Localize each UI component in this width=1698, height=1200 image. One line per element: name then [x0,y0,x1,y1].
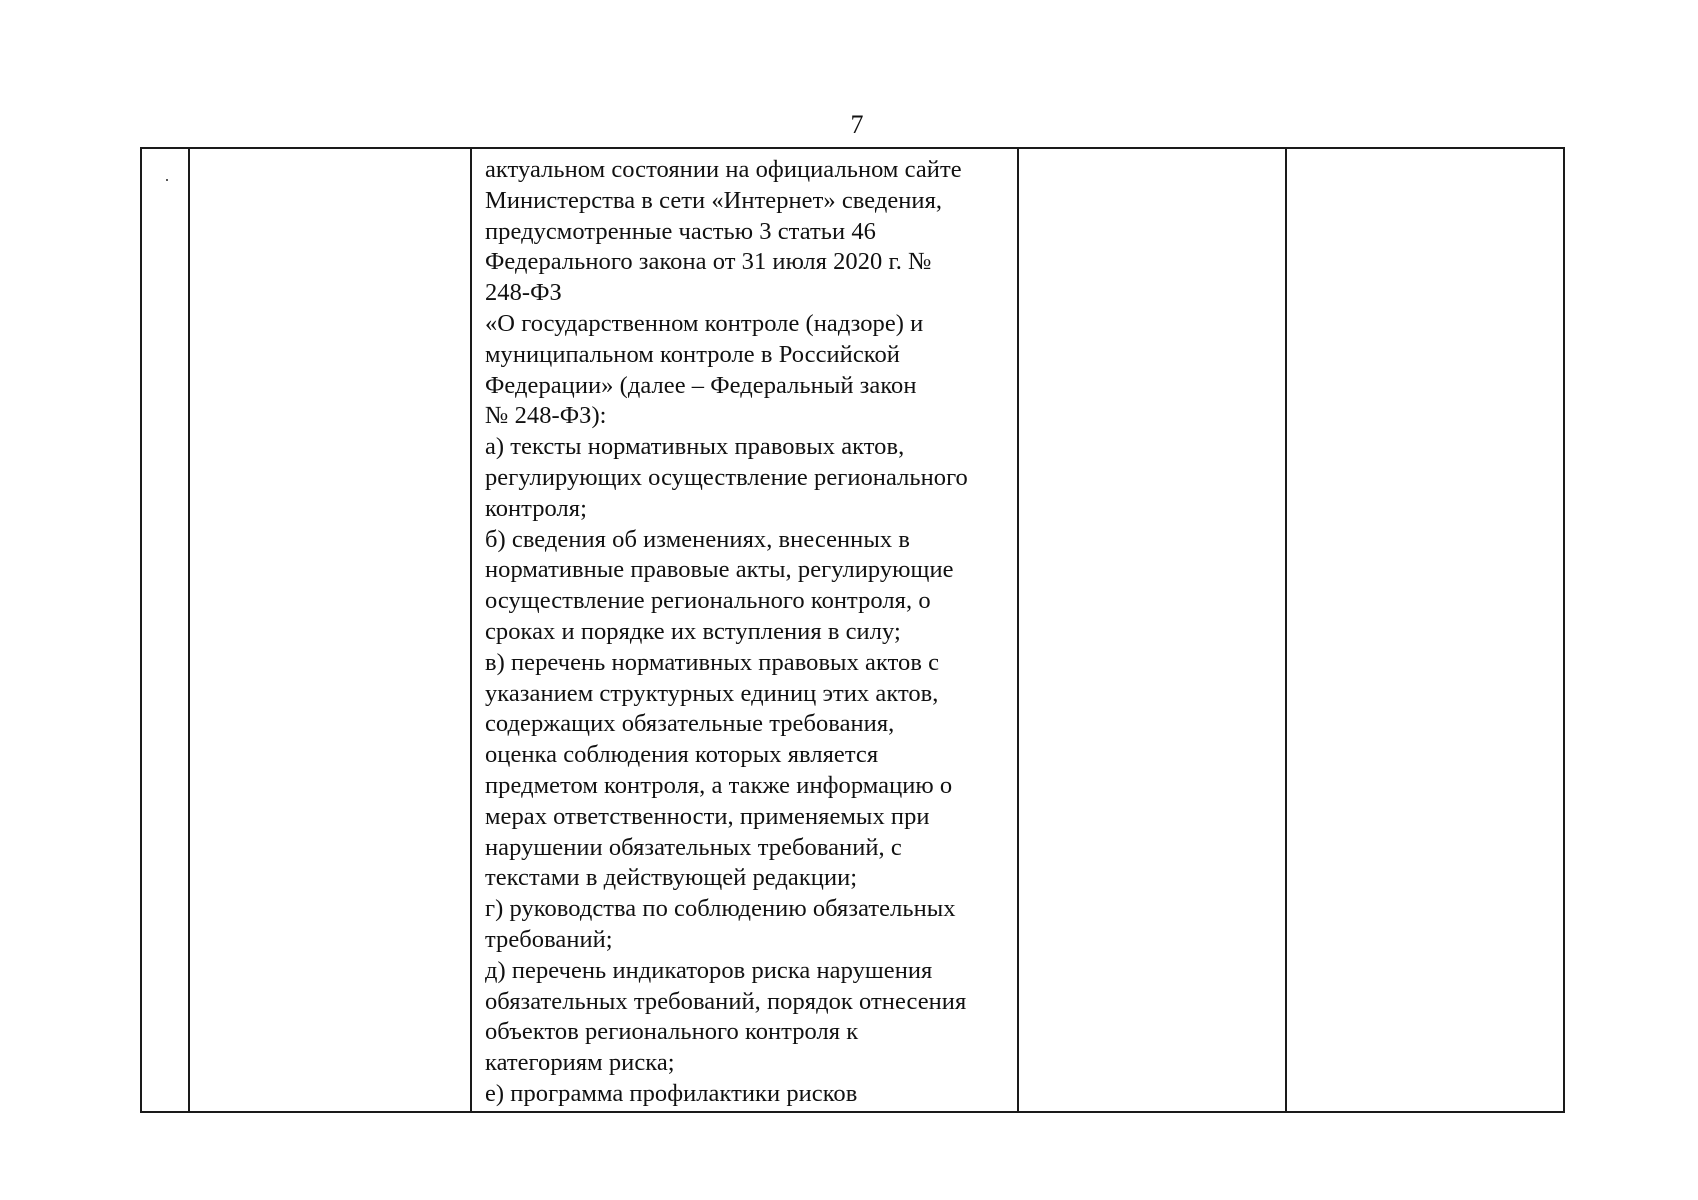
description-text [472,149,1017,1110]
description-line: текстами в действующей редакции; [485,864,858,892]
description-line: Федерации» (далее – Федеральный закон [485,371,917,399]
description-line: сроках и порядке их вступления в силу; [485,617,901,645]
description-line: «О государственном контроле (надзоре) и [485,309,924,337]
document-table [140,147,1565,1113]
description-line: нарушении обязательных требований, с [485,833,902,861]
description-line: содержащих обязательные требования, [485,710,895,738]
table-cell-responsible [1019,149,1287,1111]
description-line: Министерства в сети «Интернет» сведения, [485,186,943,214]
description-line: регулирующих осуществление регионального [485,463,968,491]
description-line: указанием структурных единиц этих актов, [485,679,939,707]
description-line: осуществление регионального контроля, о [485,587,931,615]
table-cell-name [190,149,472,1111]
description-line: г) руководства по соблюдению обязательных [485,895,956,923]
description-line: категориям риска; [485,1049,675,1077]
description-line: предусмотренные частью 3 статьи 46 [485,217,876,245]
description-line: объектов регионального контроля к [485,1018,859,1046]
table-cell-description [472,149,1019,1111]
description-line: а) тексты нормативных правовых актов, [485,433,905,461]
description-line: № 248-ФЗ): [485,402,607,430]
description-line: контроля; [485,494,587,522]
description-line: обязательных требований, порядок отнесения [485,987,967,1015]
description-line: предметом контроля, а также информацию о [485,771,953,799]
description-line: е) программа профилактики рисков [485,1079,858,1107]
description-line: требований; [485,925,613,953]
description-line: Федерального закона от 31 июля 2020 г. № [485,248,932,276]
description-line: в) перечень нормативных правовых актов с [485,648,940,676]
description-line: мерах ответственности, применяемых при [485,802,930,830]
description-line: муниципальном контроле в Российской [485,340,900,368]
description-line: б) сведения об изменениях, внесенных в [485,525,910,553]
page-number: 7 [850,110,864,139]
description-line: актуальном состоянии на официальном сайте [485,156,962,183]
description-line: 248-ФЗ [485,279,562,307]
description-line: д) перечень индикаторов риска нарушения [485,956,933,984]
scan-mark [166,179,168,181]
table-cell-deadline [1287,149,1563,1111]
description-line: оценка соблюдения которых является [485,741,879,769]
description-line: нормативные правовые акты, регулирующие [485,556,954,584]
table-cell-number [142,149,190,1111]
